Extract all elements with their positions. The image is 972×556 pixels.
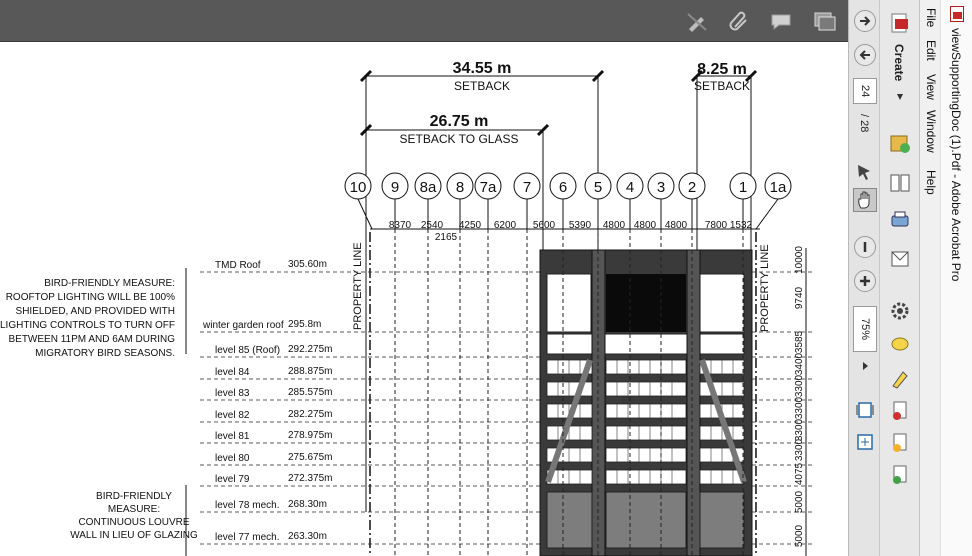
highlight-icon[interactable] [889,368,911,390]
grid-bubble-label: 8 [455,179,465,196]
vertical-dimension: 3400 [794,352,805,376]
vertical-dimension: 3300 [794,418,805,442]
menu-help[interactable]: Help [924,170,938,195]
grid-spacing-label: 1532 [729,220,753,231]
bird-note-rooftop-line: LIGHTING CONTROLS TO TURN OFF [0,320,175,331]
settings-gear-icon[interactable] [889,300,911,322]
level-elevation: 268.30m [288,499,327,510]
window-icon[interactable] [812,8,838,34]
grid-spacing-label: 5390 [568,220,592,231]
menu-view[interactable]: View [924,74,938,100]
page-view-icon[interactable] [889,172,911,194]
level-name: level 85 (Roof) [215,345,281,356]
create-pdf-icon[interactable] [889,12,911,34]
acrobat-app-icon [950,6,964,22]
grid-bubble-label: 1a [769,179,787,196]
grid-bubble-label: 4 [625,179,635,196]
bird-note-rooftop-line: BIRD-FRIENDLY MEASURE: [44,278,175,289]
zoom-level-field[interactable] [853,306,877,352]
comment-icon[interactable] [768,8,794,34]
level-elevation: 272.375m [288,473,333,484]
grid-bubble-label: 8a [419,179,437,196]
page-current: 24 [859,84,871,98]
bird-note-rooftop-line: ROOFTOP LIGHTING WILL BE 100% [5,292,175,303]
grid-bubble-label: 2 [687,179,697,196]
title-bar [940,0,972,556]
grid-spacing-label: 4800 [664,220,688,231]
dim-glass-value: 26.75 m [429,113,489,130]
zoom-in-button[interactable] [854,270,876,292]
property-line-left: PROPERTY LINE [352,242,364,330]
vertical-dimension: 3300 [794,396,805,420]
menu-edit[interactable]: Edit [924,40,938,61]
vertical-dimension: 10000 [794,246,805,274]
menu-window[interactable]: Window [924,110,938,153]
vertical-dimension: 9740 [794,286,805,310]
bird-note-louvre-line: BIRD-FRIENDLY [96,491,172,502]
level-elevation: 295.8m [288,319,322,330]
tower-elevation [540,250,752,556]
level-elevation: 285.575m [288,387,333,398]
vertical-dimension: 5000 [794,524,805,548]
vertical-dimension: 3300 [794,438,805,462]
tools-panel [880,0,920,556]
bird-note-rooftop-line: MIGRATORY BIRD SEASONS. [35,348,175,359]
select-tool-icon[interactable] [853,160,877,184]
level-name: level 78 mech. [215,500,280,511]
document-toolbar [0,0,848,42]
vertical-dimension: 3300 [794,374,805,398]
menu-file[interactable]: File [924,8,938,28]
level-elevation: 275.675m [288,452,333,463]
vertical-dimension: 4075 [794,462,805,486]
grid-spacing-label: 4250 [458,220,482,231]
fit-page-icon[interactable] [853,398,877,422]
comment-bubble-icon[interactable] [889,334,911,356]
navigation-panel [848,0,880,556]
level-name: level 81 [215,431,250,442]
property-line-right: PROPERTY LINE [759,244,771,332]
grid-spacing-label: 4800 [602,220,626,231]
bird-note-louvre-line: WALL IN LIEU OF GLAZING [70,530,198,541]
next-view-button[interactable] [854,10,876,32]
level-name: winter garden roof [203,320,284,331]
level-elevation: 278.975m [288,430,333,441]
grid-bubble-label: 1 [738,179,748,196]
fit-width-icon[interactable] [853,430,877,454]
bird-note-rooftop-line: SHIELDED, AND PROVIDED WITH [15,306,175,317]
previous-view-button[interactable] [854,44,876,66]
level-elevation: 282.275m [288,409,333,420]
attach-icon[interactable] [726,8,752,34]
grid-spacing-label: 8370 [388,220,412,231]
level-elevation: 305.60m [288,259,327,270]
level-elevation: 288.875m [288,366,333,377]
level-name: level 79 [215,474,250,485]
zoom-dropdown-icon[interactable] [853,354,877,378]
level-name: level 77 mech. [215,532,280,543]
delete-page-icon[interactable] [889,400,911,422]
bird-note-louvre-line: CONTINUOUS LOUVRE [78,517,190,528]
create-menu[interactable]: Create [892,44,906,82]
grid-bubble-label: 3 [656,179,666,196]
grid-spacing-label: 6200 [493,220,517,231]
hand-tool-icon[interactable] [853,188,877,212]
level-name: level 84 [215,367,250,378]
bird-note-louvre-line: MEASURE: [107,504,161,515]
level-name: level 82 [215,410,250,421]
grid-bubble-label: 9 [390,179,400,196]
dim-total-label: SETBACK [453,79,511,93]
grid-spacing-label: 5600 [532,220,556,231]
level-elevation: 263.30m [288,531,327,542]
dim-right-label: SETBACK [693,79,751,93]
window-title: viewSupportingDoc (1).Pdf - Adobe Acrobat Pro [949,28,963,282]
open-folder-icon[interactable] [889,132,911,154]
level-name: level 83 [215,388,250,399]
grid-bubble-label: 7a [479,179,497,196]
grid-spacing-label: 2165 [434,232,458,243]
dim-glass-label: SETBACK TO GLASS [399,132,519,146]
grid-bubble-label: 5 [593,179,603,196]
grid-spacing-label: 4800 [633,220,657,231]
zoom-out-button[interactable] [854,236,876,258]
level-elevation: 292.275m [288,344,333,355]
document-page[interactable] [0,42,848,556]
menu-bar [920,0,940,556]
rotate-page-icon[interactable] [889,464,911,486]
sign-icon[interactable] [684,8,710,34]
grid-bubble-label: 10 [349,179,367,196]
grid-spacing-label: 2540 [420,220,444,231]
grid-spacing-label: 7800 [704,220,728,231]
create-dropdown-icon[interactable] [889,86,911,108]
bird-note-rooftop-line: BETWEEN 11PM AND 6AM DURING [8,334,175,345]
page-total: / 28 [858,114,870,133]
page-number-input[interactable] [853,78,877,104]
grid-bubble-label: 6 [558,179,568,196]
print-icon[interactable] [889,210,911,232]
dim-right-value: 8.25 m [697,61,747,78]
vertical-dimension: 5000 [794,490,805,514]
email-icon[interactable] [889,248,911,270]
zoom-value: 75% [859,317,871,341]
dim-total-value: 34.55 m [452,60,512,77]
grid-bubble-label: 7 [522,179,532,196]
elevation-drawing [0,42,848,556]
level-name: TMD Roof [215,260,261,271]
vertical-dimension: 3585 [794,330,805,354]
insert-page-icon[interactable] [889,432,911,454]
level-name: level 80 [215,453,250,464]
